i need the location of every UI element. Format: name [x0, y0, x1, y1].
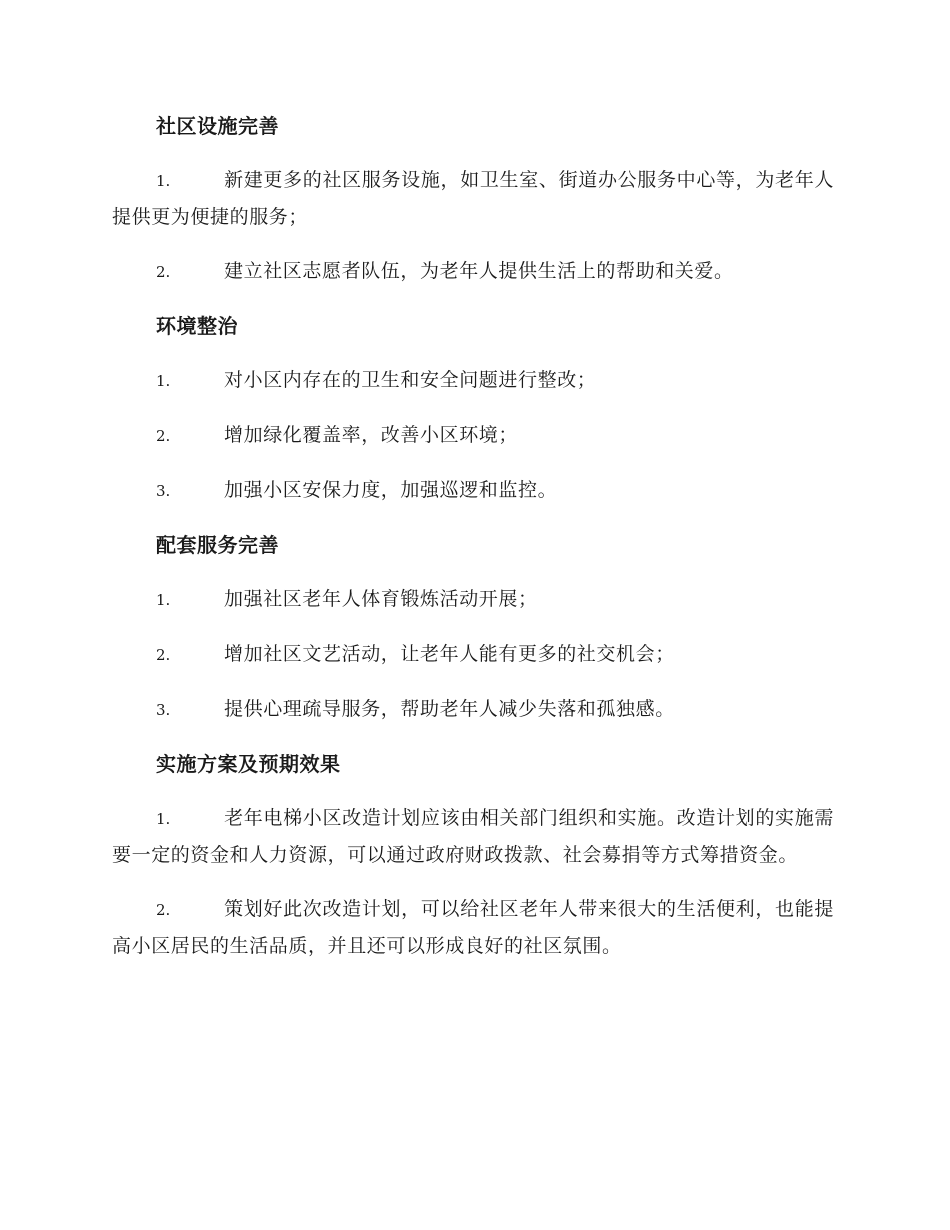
document-body — [112, 108, 834, 982]
item-text: 对小区内存在的卫生和安全问题进行整改； — [224, 369, 597, 391]
item-text: 策划好此次改造计划，可以给社区老年人带来很大的生活便利，也能提高小区居民的生活品质，并且还可以形成良好的社区氛围。 — [112, 898, 834, 957]
item-text: 老年电梯小区改造计划应该由相关部门组织和实施。改造计划的实施需要一定的资金和人力资源，可以通过政府财政拨款、社会募捐等方式筹措资金。 — [112, 807, 834, 866]
item-text: 新建更多的社区服务设施，如卫生室、街道办公服务中心等，为老年人提供更为便捷的服务； — [112, 169, 834, 228]
list-item — [112, 162, 834, 235]
list-item — [112, 253, 834, 290]
item-text: 增加社区文艺活动，让老年人能有更多的社交机会； — [224, 643, 675, 665]
list-item — [112, 362, 834, 399]
item-text: 建立社区志愿者队伍，为老年人提供生活上的帮助和关爱。 — [224, 260, 734, 282]
item-number: 1. — [156, 372, 171, 390]
item-number: 1. — [156, 810, 171, 828]
section-heading: 环境整治 — [156, 314, 238, 338]
item-number: 2. — [156, 646, 171, 664]
item-number: 3. — [156, 701, 171, 719]
list-item — [112, 581, 834, 618]
item-number: 2. — [156, 263, 171, 281]
section-heading: 配套服务完善 — [156, 533, 279, 557]
list-item — [112, 417, 834, 454]
list-item — [112, 472, 834, 509]
item-text: 加强小区安保力度，加强巡逻和监控。 — [224, 479, 558, 501]
list-item — [112, 691, 834, 728]
item-number: 2. — [156, 901, 171, 919]
list-item — [112, 891, 834, 964]
section-heading: 实施方案及预期效果 — [156, 752, 341, 776]
item-number: 1. — [156, 591, 171, 609]
item-number: 3. — [156, 482, 171, 500]
item-text: 提供心理疏导服务，帮助老年人减少失落和孤独感。 — [224, 698, 675, 720]
list-item — [112, 800, 834, 873]
item-number: 2. — [156, 427, 171, 445]
item-number: 1. — [156, 172, 171, 190]
item-text: 增加绿化覆盖率，改善小区环境； — [224, 424, 519, 446]
item-text: 加强社区老年人体育锻炼活动开展； — [224, 588, 538, 610]
list-item — [112, 636, 834, 673]
section-heading: 社区设施完善 — [156, 114, 279, 138]
